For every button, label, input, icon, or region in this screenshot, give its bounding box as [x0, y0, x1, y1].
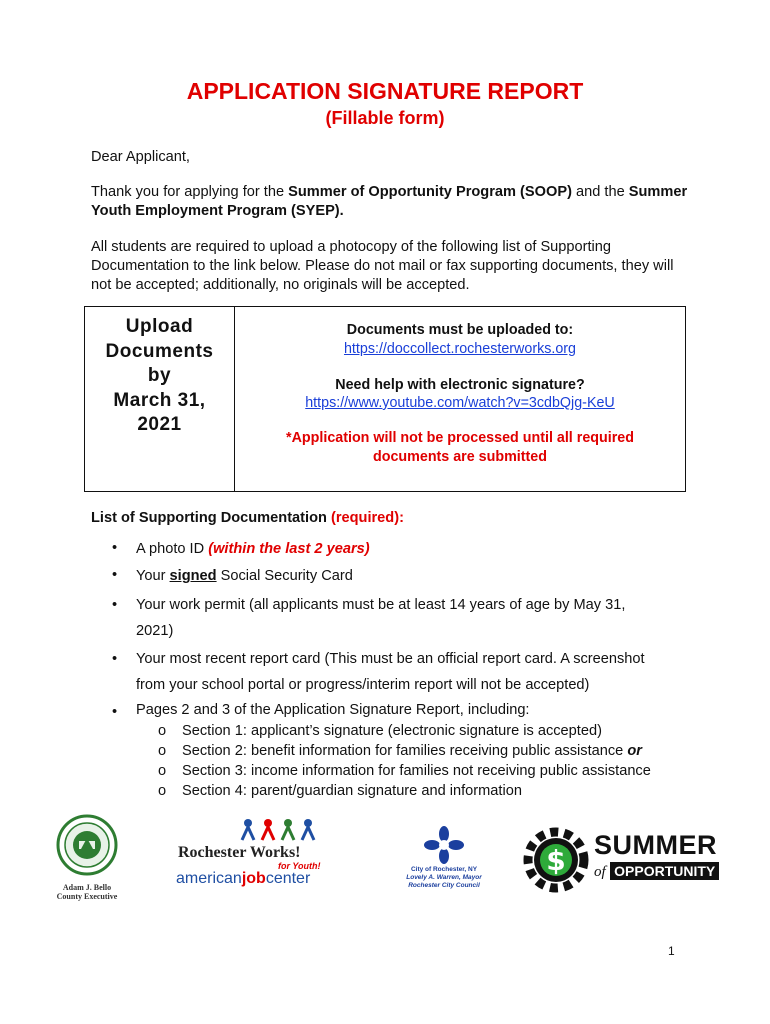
report-line-1: Your most recent report card (This must be an official report card. A screenshot [136, 651, 645, 667]
section-2-text: Section 2: benefit information for families receiving public assistance [182, 743, 628, 759]
sub-item-section-4 [158, 781, 522, 801]
sub-bullet-icon: o [158, 783, 167, 799]
deadline-line: March 31, [113, 389, 206, 411]
intro-text-2: and the [571, 184, 629, 200]
ajc-text-1: american [176, 870, 242, 887]
bullet-icon: • [112, 651, 118, 667]
documentation-heading [91, 510, 404, 526]
sub-item-section-1 [158, 721, 602, 741]
permit-line-2: 2021) [136, 623, 174, 639]
list-item-photo-id [136, 536, 696, 562]
intro-paragraph [91, 183, 691, 221]
upload-info-box [84, 306, 686, 492]
help-heading: Need help with electronic signature? [335, 377, 585, 393]
required-label: (required): [330, 510, 404, 526]
sub-bullet-icon: o [158, 763, 167, 779]
permit-line-1: Your work permit (all applicants must be at least 14 years of age by May 31, [136, 597, 626, 613]
greeting: Dear Applicant, [91, 149, 190, 165]
county-logo-line-1: Adam J. Bello [62, 883, 112, 892]
section-4-text: Section 4: parent/guardian signature and information [182, 783, 522, 799]
summer-of-opportunity-logo [520, 822, 734, 900]
ssc-text-end: Social Security Card [216, 568, 353, 584]
bullet-icon: • [112, 567, 118, 583]
section-1-text: Section 1: applicant’s signature (electronic signature is accepted) [182, 723, 602, 739]
opportunity-word: OPPORTUNITY [610, 862, 719, 880]
warning-line-2: documents are submitted [373, 449, 547, 465]
sub-bullet-icon: o [158, 723, 167, 739]
list-item-pages: Pages 2 and 3 of the Application Signature Report, including: [136, 702, 530, 718]
bullet-icon: • [112, 540, 118, 556]
american-job-center-wordmark [176, 870, 310, 888]
help-video-link[interactable]: https://www.youtube.com/watch?v=3cdbQjg-KeU [305, 395, 615, 411]
upload-details [235, 307, 685, 491]
gear-dollar-icon [520, 824, 592, 896]
photo-id-text: A photo ID [136, 541, 209, 557]
intro-text-1: Thank you for applying for the [91, 184, 289, 200]
section-3-text: Section 3: income information for families not receiving public assistance [182, 763, 651, 779]
ajc-text-3: center [265, 870, 311, 887]
ajc-text-2: job [241, 870, 266, 887]
summer-word: SUMMER [594, 830, 717, 860]
bullet-icon: • [112, 597, 118, 613]
list-item-work-permit [136, 592, 696, 644]
page-subtitle: (Fillable form) [325, 108, 445, 128]
documentation-heading-text: List of Supporting Documentation [91, 510, 331, 526]
deadline-line: by [147, 365, 172, 386]
warning-line-1: *Application will not be processed until all required [286, 430, 634, 446]
or-emphasis: or [627, 743, 642, 759]
sub-item-section-3 [158, 761, 651, 781]
city-logo-line-1: City of Rochester, NY [410, 866, 478, 873]
city-logo [396, 826, 492, 896]
city-logo-line-2: Lovely A. Warren, Mayor [406, 874, 482, 881]
list-item-social-security [136, 563, 696, 589]
svg-text:$: $ [546, 844, 566, 877]
upload-deadline [85, 307, 235, 491]
syep-program-name: Summer Youth Employment Program (SYEP). [91, 184, 688, 219]
report-line-2: from your school portal or progress/interim report will not be accepted) [136, 677, 590, 693]
rochester-works-logo [170, 818, 350, 890]
page-title: APPLICATION SIGNATURE REPORT [186, 78, 584, 104]
city-logo-line-3: Rochester City Council [408, 882, 480, 889]
county-logo [52, 814, 122, 901]
of-word: of [594, 864, 606, 880]
photo-id-emphasis: (within the last 2 years) [208, 541, 370, 557]
ssc-text: Your [136, 568, 170, 584]
sub-bullet-icon: o [158, 743, 167, 759]
signed-emphasis: signed [169, 568, 217, 584]
bullet-icon: • [112, 704, 118, 720]
upload-link[interactable]: https://doccollect.rochesterworks.org [343, 341, 577, 357]
deadline-line: Upload [125, 316, 194, 337]
city-flower-icon [424, 826, 464, 864]
deadline-line: Documents [105, 340, 214, 362]
county-seal-icon [52, 814, 122, 876]
youth-figures-icon [238, 818, 318, 842]
instructions-paragraph: All students are required to upload a photocopy of the following list of Supporting Documentation to the link below. Please do not mail or fax supporting documents, they will not be accepted; additionally, no originals will be accepted. [91, 239, 674, 293]
for-youth-label: for Youth! [278, 861, 321, 871]
upload-heading: Documents must be uploaded to: [346, 322, 574, 338]
deadline-line: 2021 [137, 414, 182, 435]
list-item-report-card [136, 646, 696, 698]
rochester-works-name: Rochester Works! [178, 844, 301, 861]
page-number: 1 [668, 944, 675, 958]
county-logo-line-2: County Executive [56, 892, 118, 901]
sub-item-section-2 [158, 741, 642, 761]
soop-program-name: Summer of Opportunity Program (SOOP) [288, 184, 572, 200]
